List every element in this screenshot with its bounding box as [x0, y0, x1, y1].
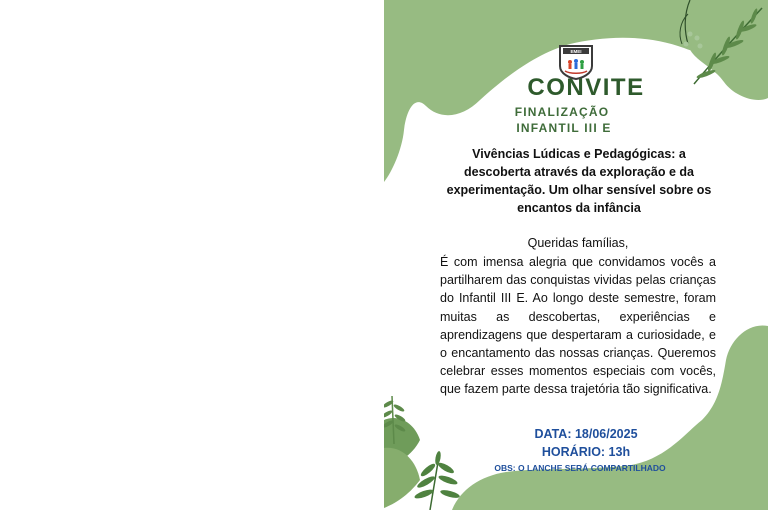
- event-time: HORÁRIO: 13h: [541, 445, 631, 459]
- subtitle-finalization: FINALIZAÇÃO: [514, 105, 610, 119]
- event-date: DATA: 18/06/2025: [534, 427, 638, 441]
- theme-heading: Vivências Lúdicas e Pedagógicas: a descoberta através da exploração e da experimentação. Um olhar sensível sobre os encantos da infância: [446, 147, 712, 215]
- invitation-card: [384, 0, 768, 510]
- snack-note: OBS: O LANCHE SERÁ COMPARTILHADO: [494, 463, 666, 473]
- invitation-body: É com imensa alegria que convidamos vocês a partilharem das conquistas vividas pelas crianças do Infantil III E. Ao longo deste semestre, foram muitas as descobertas, experiências e aprendizagens que despertaram a curiosidade, e o encantamento das nossas crianças. Queremos celebrar esses momentos especiais com vocês, que fazem parte dessa trajetória tão significativa.: [440, 255, 716, 397]
- invitation-content: [384, 0, 768, 510]
- invitation-title: CONVITE: [527, 74, 645, 101]
- subtitle-class: INFANTIL III E: [516, 121, 612, 135]
- greeting: Queridas famílias,: [527, 236, 629, 250]
- logo-text: EMEI: [570, 49, 582, 54]
